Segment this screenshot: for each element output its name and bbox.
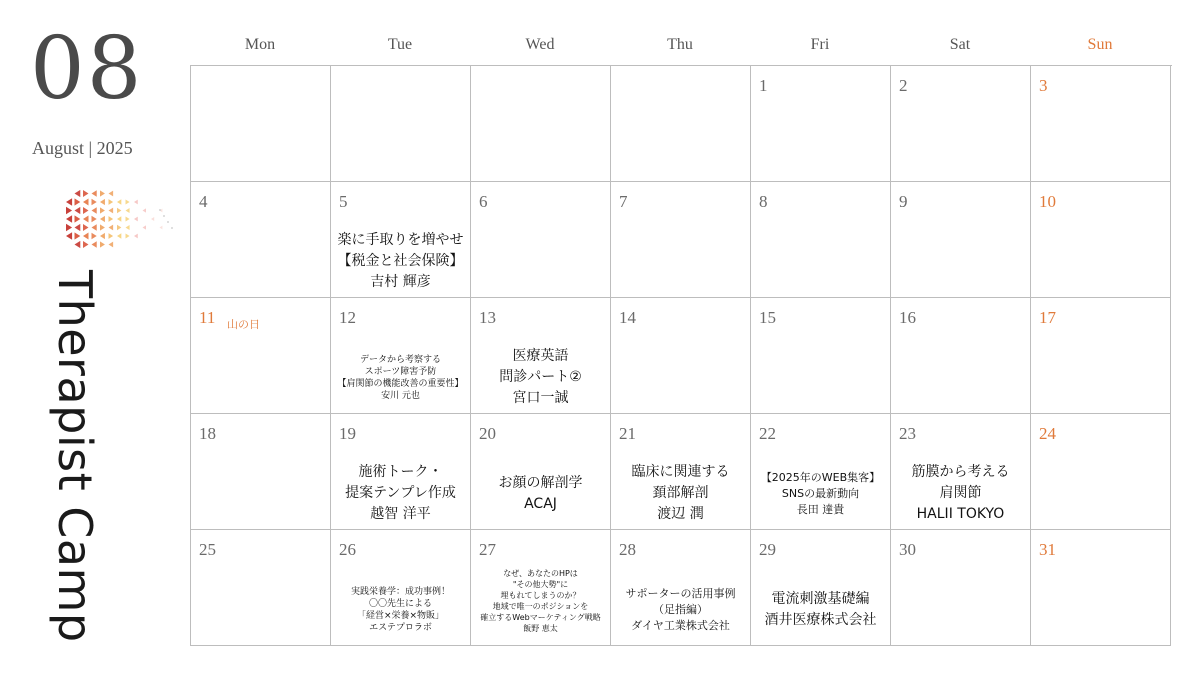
day-cell-5[interactable] (331, 182, 471, 298)
event-line: 【2025年のWEB集客】 (760, 470, 881, 484)
event-entry[interactable] (471, 346, 610, 409)
day-number: 14 (619, 308, 636, 327)
left-panel (0, 0, 190, 675)
logo-triangle (117, 233, 121, 238)
day-cell-1[interactable] (751, 66, 891, 182)
day-cell-26[interactable] (331, 530, 471, 646)
logo-triangle (92, 224, 97, 231)
event-line: サポーターの活用事例 (625, 586, 736, 600)
day-cell-25[interactable] (191, 530, 331, 646)
event-line: お顔の解剖学 (498, 474, 583, 491)
logo-triangle (66, 232, 72, 240)
logo-triangle (143, 208, 146, 212)
event-entry[interactable] (891, 462, 1030, 525)
logo-triangle (83, 233, 89, 240)
logo-triangle (92, 241, 97, 248)
brand-name: Therapist Camp (48, 270, 102, 643)
event-line: エステプロラボ (369, 622, 432, 633)
logo-triangle (117, 225, 121, 230)
day-cell-21[interactable] (611, 414, 751, 530)
day-number: 27 (479, 540, 496, 559)
event-line: 問診パート② (499, 369, 582, 385)
day-number: 13 (479, 308, 496, 327)
logo-triangle (126, 216, 130, 221)
event-line: 越智 洋平 (370, 506, 431, 522)
logo-triangle (109, 242, 114, 248)
logo-triangle (109, 191, 114, 197)
logo-triangle (92, 190, 97, 197)
day-cell-11[interactable] (191, 298, 331, 414)
empty-day-cell (191, 66, 331, 182)
event-line: 「経営×栄養×物販」 (356, 610, 445, 621)
logo-triangle (66, 198, 72, 206)
event-line: スポーツ障害予防 (364, 366, 437, 377)
logo-triangle (143, 225, 146, 229)
day-cell-3[interactable] (1031, 66, 1171, 182)
event-line: SNSの最新動向 (781, 486, 860, 500)
event-entry[interactable] (331, 462, 470, 525)
event-line: 確立するWebマーケティング戦略 (480, 612, 601, 622)
logo-dot (171, 227, 173, 229)
event-line: 医療英語 (512, 348, 569, 364)
logo-triangle (100, 216, 105, 222)
event-line: （足指編） (653, 602, 708, 616)
weekday-wed: Wed (525, 36, 555, 53)
logo-triangle (92, 216, 97, 223)
day-cell-30[interactable] (891, 530, 1031, 646)
logo-triangle (75, 207, 81, 214)
day-cell-28[interactable] (611, 530, 751, 646)
day-cell-19[interactable] (331, 414, 471, 530)
logo-triangle (151, 217, 154, 221)
event-line: 渡辺 潤 (657, 506, 704, 522)
event-line: 埋もれてしまうのか？ (500, 590, 581, 600)
day-cell-7[interactable] (611, 182, 751, 298)
calendar (190, 28, 1172, 646)
day-number: 10 (1039, 192, 1056, 211)
empty-day-cell (331, 66, 471, 182)
logo-triangle (75, 190, 81, 197)
event-line: 実践栄養学：成功事例！ (350, 586, 450, 597)
event-line: ダイヤ工業株式会社 (631, 618, 730, 632)
weekday-mon: Mon (244, 36, 276, 53)
event-line: 頚部解剖 (652, 485, 709, 501)
logo-triangle (109, 208, 114, 214)
weekday-sun: Sun (1087, 36, 1113, 53)
logo-triangle (75, 224, 81, 231)
logo-triangle (109, 225, 114, 231)
event-line: 長田 達貴 (796, 502, 845, 516)
day-number: 5 (339, 192, 348, 211)
logo-triangle (92, 207, 97, 214)
event-line: 宮口一誠 (512, 390, 569, 406)
logo-triangle (92, 233, 97, 240)
month-year-label: August | 2025 (32, 138, 133, 158)
event-entry[interactable] (611, 578, 750, 641)
event-line: データから考察する (359, 354, 441, 365)
event-line: 酒井医療株式会社 (764, 611, 877, 628)
day-cell-22[interactable] (751, 414, 891, 530)
day-number: 11 (199, 308, 216, 327)
event-line: なぜ、あなたのHPは (503, 568, 578, 578)
logo-triangle (83, 207, 89, 214)
logo-triangle (100, 190, 105, 196)
day-number: 20 (479, 424, 496, 443)
logo-triangle (83, 216, 89, 223)
weekday-tue: Tue (387, 36, 413, 53)
event-entry[interactable] (471, 560, 610, 641)
event-line: 楽に手取りを増やせ (337, 232, 464, 248)
day-number: 29 (759, 540, 776, 559)
event-line: 〇〇先生による (368, 598, 432, 609)
day-number: 12 (339, 308, 356, 327)
day-number: 2 (899, 76, 908, 95)
day-cell-23[interactable] (891, 414, 1031, 530)
weekday-header (190, 28, 1172, 65)
logo-triangle (117, 208, 121, 213)
logo-triangle (66, 207, 72, 215)
logo-triangle (126, 233, 130, 238)
event-line: HALII TOKYO (916, 506, 1005, 522)
event-line: 安川 元也 (381, 390, 420, 401)
event-line: 電流刺激基礎編 (771, 590, 870, 607)
logo-triangle (100, 233, 105, 239)
logo-triangle (83, 199, 89, 206)
day-number: 4 (199, 192, 208, 211)
event-line: 施術トーク・ (358, 464, 443, 480)
day-number: 7 (619, 192, 628, 211)
holiday-label: 山の日 (227, 319, 260, 331)
event-line: 【肩関節の機能改善の重要性】 (337, 378, 464, 389)
logo-triangle (100, 224, 105, 230)
day-cell-16[interactable] (891, 298, 1031, 414)
day-cell-13[interactable] (471, 298, 611, 414)
day-number: 9 (899, 192, 908, 211)
day-cell-14[interactable] (611, 298, 751, 414)
event-line: 【税金と社会保険】 (337, 253, 464, 269)
day-number: 30 (899, 540, 916, 559)
day-cell-17[interactable] (1031, 298, 1171, 414)
event-entry[interactable] (471, 462, 610, 525)
logo-triangle (100, 207, 105, 213)
day-number: 6 (479, 192, 488, 211)
weekday-thu: Thu (667, 36, 693, 53)
event-line: 地域で唯一のポジションを (492, 601, 589, 611)
event-line: 吉村 輝彦 (370, 274, 431, 290)
logo-triangle (100, 199, 105, 205)
day-cell-10[interactable] (1031, 182, 1171, 298)
day-number: 23 (899, 424, 916, 443)
logo-triangle (160, 226, 163, 230)
logo-triangle (109, 216, 114, 222)
day-number: 28 (619, 540, 636, 559)
day-number: 8 (759, 192, 768, 211)
calendar-grid (190, 65, 1172, 646)
day-cell-15[interactable] (751, 298, 891, 414)
event-line: 肩関節 (939, 485, 982, 501)
logo-triangle (83, 241, 89, 248)
logo-dot (167, 221, 169, 223)
day-cell-12[interactable] (331, 298, 471, 414)
event-entry[interactable] (751, 462, 890, 525)
event-line: 飯野 恵太 (523, 623, 558, 633)
month-number: 08 (30, 19, 144, 119)
logo-triangle (75, 232, 81, 239)
day-number: 21 (619, 424, 636, 443)
day-number: 19 (339, 424, 356, 443)
event-entry[interactable] (331, 230, 470, 293)
day-cell-8[interactable] (751, 182, 891, 298)
logo-triangle (126, 199, 130, 204)
empty-day-cell (471, 66, 611, 182)
day-number: 15 (759, 308, 776, 327)
event-line: 提案テンプレ作成 (345, 485, 456, 501)
event-line: 筋膜から考える (911, 464, 1010, 480)
event-entry[interactable] (751, 578, 890, 641)
logo-triangle (109, 233, 114, 239)
day-cell-2[interactable] (891, 66, 1031, 182)
day-cell-31[interactable] (1031, 530, 1171, 646)
logo-triangle (134, 200, 138, 205)
logo-triangle (75, 198, 81, 205)
logo-triangle (83, 190, 89, 197)
event-entry[interactable] (331, 346, 470, 409)
event-line: ACAJ (524, 495, 557, 512)
weekday-fri: Fri (810, 36, 830, 53)
day-number: 1 (759, 76, 768, 95)
triangle-mosaic-logo-icon (62, 186, 174, 252)
logo-dot (159, 209, 161, 211)
logo-dot (163, 215, 165, 217)
weekday-sat: Sat (949, 36, 971, 53)
logo-triangle (134, 217, 138, 222)
day-number: 25 (199, 540, 216, 559)
logo-triangle (92, 199, 97, 206)
day-cell-29[interactable] (751, 530, 891, 646)
day-number: 17 (1039, 308, 1056, 327)
day-cell-20[interactable] (471, 414, 611, 530)
logo-triangle (66, 215, 72, 223)
day-cell-27[interactable] (471, 530, 611, 646)
logo-triangle (83, 224, 89, 231)
day-cell-18[interactable] (191, 414, 331, 530)
logo-triangle (126, 225, 130, 230)
event-line: 臨床に関連する (631, 464, 730, 480)
day-cell-6[interactable] (471, 182, 611, 298)
logo-triangle (134, 234, 138, 239)
logo-triangle (109, 199, 114, 205)
logo-triangle (75, 215, 81, 222)
day-number: 18 (199, 424, 216, 443)
event-line: "その他大勢"に (512, 579, 569, 589)
day-number: 31 (1039, 540, 1056, 559)
day-number: 22 (759, 424, 776, 443)
day-number: 3 (1039, 76, 1048, 95)
logo-triangle (126, 208, 130, 213)
logo-triangle (117, 199, 121, 204)
logo-triangle (66, 224, 72, 232)
day-cell-24[interactable] (1031, 414, 1171, 530)
day-number: 26 (339, 540, 356, 559)
day-cell-9[interactable] (891, 182, 1031, 298)
logo-triangle (75, 241, 81, 248)
day-number: 24 (1039, 424, 1056, 443)
logo-triangle (100, 241, 105, 247)
day-number: 16 (899, 308, 916, 327)
event-entry[interactable] (611, 462, 750, 525)
event-entry[interactable] (331, 578, 470, 641)
day-cell-4[interactable] (191, 182, 331, 298)
logo-triangle (117, 216, 121, 221)
empty-day-cell (611, 66, 751, 182)
